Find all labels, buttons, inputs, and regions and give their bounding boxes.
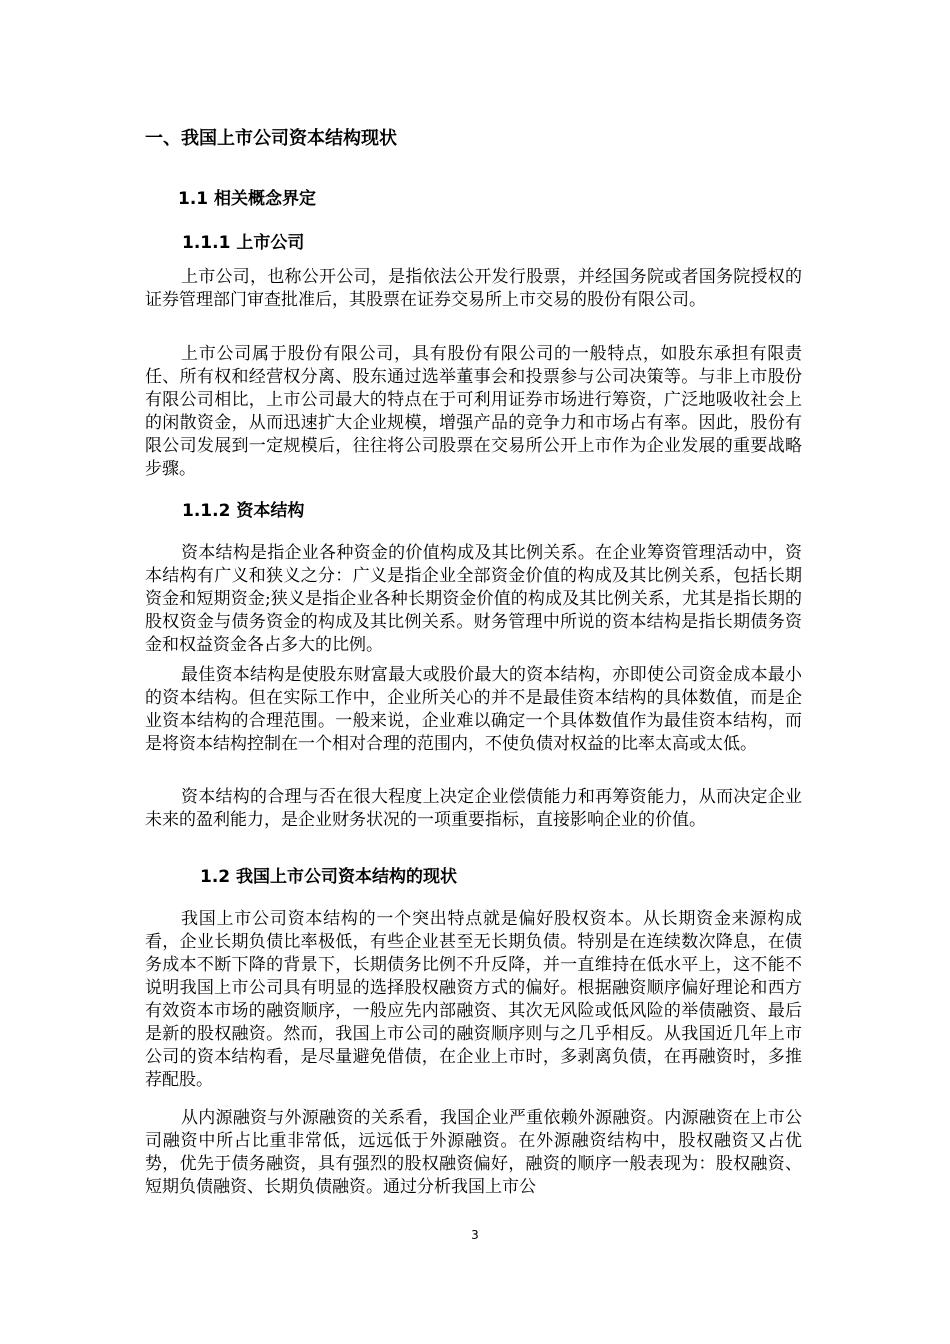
section-heading-1-1: 1.1 相关概念界定 — [178, 189, 317, 209]
chapter-heading: 一、我国上市公司资本结构现状 — [145, 128, 397, 149]
section-heading-1-1-2: 1.1.2 资本结构 — [182, 501, 305, 521]
paragraph-capital-structure-definition: 资本结构是指企业各种资金的价值构成及其比例关系。在企业筹资管理活动中，资本结构有广义和狭义之分：广义是指企业全部资金价值的构成及其比例关系，包括长期资金和短期资金;狭义是指企业各种长期资金价值的构成及其比例关系，尤其是指长期的股权资金与债务资金的构成及其比例关系。财务管理中所说的资本结构是指长期债务资金和权益资金各占多大的比例。 — [145, 543, 802, 655]
section-heading-1-2: 1.2 我国上市公司资本结构的现状 — [200, 867, 458, 887]
section-heading-1-1-1: 1.1.1 上市公司 — [182, 233, 305, 253]
paragraph-equity-preference: 我国上市公司资本结构的一个突出特点就是偏好股权资本。从长期资金来源构成看，企业长期负债比率极低，有些企业甚至无长期负债。特别是在连续数次降息，在债务成本不断下降的背景下，长期债务比例不升反降，并一直维持在低水平上，这不能不说明我国上市公司具有明显的选择股权融资方式的偏好。根据融资顺序偏好理论和西方有效资本市场的融资顺序，一般应先内部融资、其次无风险或低风险的举债融资、最后是新的股权融资。然而，我国上市公司的融资顺序则与之几乎相反。从我国近几年上市公司的资本结构看，是尽量避免借债，在企业上市时，多剥离负债，在再融资时，多推荐配股。 — [145, 909, 802, 1090]
page-number: 3 — [471, 1228, 479, 1242]
paragraph-capital-structure-importance: 资本结构的合理与否在很大程度上决定企业偿债能力和再筹资能力，从而决定企业未来的盈利能力，是企业财务状况的一项重要指标，直接影响企业的价值。 — [145, 787, 802, 830]
paragraph-listed-company-features: 上市公司属于股份有限公司，具有股份有限公司的一般特点，如股东承担有限责任、所有权和经营权分离、股东通过选举董事会和投票参与公司决策等。与非上市股份有限公司相比，上市公司最大的特点在于可利用证券市场进行筹资，广泛地吸收社会上的闲散资金，从而迅速扩大企业规模，增强产品的竞争力和市场占有率。因此，股份有限公司发展到一定规模后，往往将公司股票在交易所公开上市作为企业发展的重要战略步骤。 — [145, 344, 802, 479]
paragraph-external-financing: 从内源融资与外源融资的关系看，我国企业严重依赖外源融资。内源融资在上市公司融资中所占比重非常低，远远低于外源融资。在外源融资结构中，股权融资又占优势，优先于债务融资，具有强烈的股权融资偏好，融资的顺序一般表现为：股权融资、短期负债融资、长期负债融资。通过分析我国上市公 — [145, 1108, 802, 1197]
paragraph-listed-company-definition: 上市公司，也称公开公司，是指依法公开发行股票，并经国务院或者国务院授权的证券管理部门审查批准后，其股票在证券交易所上市交易的股份有限公司。 — [145, 267, 802, 310]
paragraph-optimal-capital-structure: 最佳资本结构是使股东财富最大或股价最大的资本结构，亦即使公司资金成本最小的资本结构。但在实际工作中，企业所关心的并不是最佳资本结构的具体数值，而是企业资本结构的合理范围。一般来说，企业难以确定一个具体数值作为最佳资本结构，而是将资本结构控制在一个相对合理的范围内，不使负债对权益的比率太高或太低。 — [145, 665, 802, 754]
